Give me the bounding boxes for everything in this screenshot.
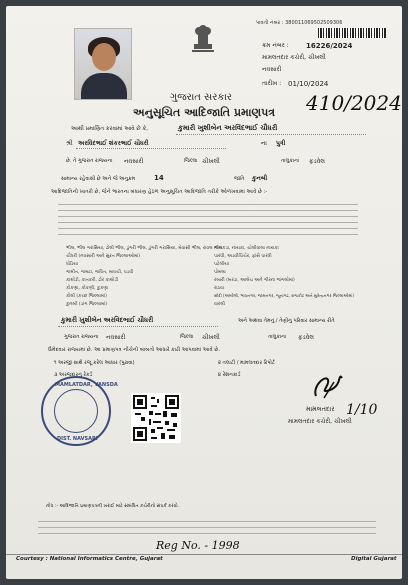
basis-item-3: ૩ અરજદારનું રેકર્ડ xyxy=(54,372,93,378)
certificate-title: અનુસૂચિત આદિજાતિ પ્રમાણપત્ર xyxy=(132,106,276,119)
tribe-left-4: ગામીત, ગામટા, ગાવિત, માવચી, પડવી xyxy=(66,270,134,275)
barcode xyxy=(318,28,386,38)
residence-district: ચીખલી xyxy=(202,334,220,341)
residence-taluka-label: તાલુકાના xyxy=(268,334,287,340)
tribe-left-1: ભીલ, ભીલ ગરાસિયા, ઢોલી ભીલ, ડુંગરી ભીલ, ડુંગરી ગરાસિયા, મેવાસી ભીલ, રાવલ ભીલ xyxy=(66,246,223,251)
district-value: ચીખલી xyxy=(202,158,220,165)
signatory-title: મામલતદાર xyxy=(306,405,335,413)
tribe-right-7: સીદી (અમરેલી, ભાવનગર, જામનગર, જૂનાગઢ, રાજકોટ અને સુરેન્દ્રનગર જિલ્લાઓમાં) xyxy=(214,293,354,298)
footer-brand: Digital Gujarat xyxy=(351,556,397,562)
footer-courtesy: Courtesy : National Informatics Centre, Gujarat xyxy=(16,556,163,562)
village-value: નવસારી xyxy=(124,158,144,165)
basis-item-2: ૨ તલાટી / મામલતદાર રિપોર્ટ xyxy=(218,360,275,366)
date-label: તારીખ : xyxy=(262,80,282,87)
caste-value: કુનબી xyxy=(252,175,268,182)
name-underline xyxy=(176,134,366,135)
caste-label: જાતિ xyxy=(234,176,245,182)
family-label: અને અથવા તેમનું / તેણીનું પરિવાર સામાન્ય રીતે xyxy=(238,318,335,324)
tribe-heading: આદિજાતિની ખાતરી છે, જેને ભારતના બંધારણ હેઠળ અનુસૂચિત આદિજાતિ તરીકે ઓળખવામાં આવે છે :- xyxy=(51,189,268,195)
tribe-right-3: પટેલીયા xyxy=(214,262,230,267)
tribe-left-5: કાથોડી, કાતકરી, ઢોર કાથોડી xyxy=(66,278,119,283)
receipt-number: પાવતી નંબર : 380011069502509306 xyxy=(256,20,343,26)
tribe-right-1: નાયકડા, નાયકા, ચોલીવાલા નાયકા xyxy=(214,246,279,251)
village-label: છે. તે ગુજરાત રાજ્યના xyxy=(66,158,113,164)
father-underline xyxy=(76,148,226,149)
applicant-name: કુમારી ખુશીબેન અરવિંદભાઈ ચૌધરી xyxy=(178,124,278,132)
relation-value: પુત્રી xyxy=(276,140,286,147)
signature-scribble-icon xyxy=(308,368,348,400)
government-title: ગુજરાત સરકાર xyxy=(169,92,233,103)
official-seal xyxy=(41,376,118,446)
seal-top-text: MAMLATDAR, VANSDA xyxy=(55,382,118,388)
issuing-office: મામલતદાર કચેરી, ચીખલી xyxy=(262,54,326,61)
qr-code-icon xyxy=(131,393,181,443)
tribe-left-8: કુનબી (ડાંગ જિલ્લામાં) xyxy=(66,302,108,307)
handwritten-register-no: Reg No. - 1998 xyxy=(156,539,240,552)
tribe-left-6: કોકણા, કોકણી, કુકણા xyxy=(66,286,109,291)
tribe-right-4: પોમલા xyxy=(214,270,226,275)
father-prefix: શ્રી xyxy=(66,140,73,147)
taluka-label: તાલુકાના xyxy=(281,158,300,164)
tribe-left-3: ધોડિયા xyxy=(66,262,79,267)
tribe-right-8: વારલી xyxy=(214,302,225,307)
photo-body xyxy=(81,73,127,100)
residence-village: નવસારી xyxy=(106,334,126,341)
seal-inner-ring xyxy=(54,389,98,433)
handwritten-date: 1/10 xyxy=(346,402,378,418)
tribe-right-6: રાઠવા xyxy=(214,286,224,291)
residence-district-label: જિલ્લા xyxy=(180,334,194,340)
applicant-photo xyxy=(74,28,132,100)
handwritten-number: 410/2024 xyxy=(306,91,402,115)
basis-note: ઉમેદવાર રાજ્યમાં છે. આ પ્રમાણપત્ર નીચેની બાબતો આધારે કાઢી આપવામાં આવે છે. xyxy=(48,347,221,353)
tribe-right-2: પારધી, અડવીચિંચેર, ફાંસે પારધી xyxy=(214,254,272,259)
certificate-page xyxy=(6,6,402,579)
tribe-right-5: રબારી (બરડા, આલેચ અને ગીરના જંગલોમાં) xyxy=(214,278,295,283)
photo-face xyxy=(92,43,116,71)
beneficiary-name: કુમારી ખુશીબેન અરવિંદભાઈ ચૌધરી xyxy=(61,316,154,324)
residence-state: ગુજરાત રાજ્યના xyxy=(64,334,99,340)
ref-number: 16226/2024 xyxy=(306,42,353,50)
ref-label: ક્રમ નંબર : xyxy=(262,42,289,49)
footnote: નોંધ :- આદિજાતિ પ્રમાણપત્રની ખરાઈ માટે સંબંધિત કચેરીનો સંપર્ક કરવો. xyxy=(46,504,180,509)
caste-serial: 14 xyxy=(154,174,164,182)
seal-bottom-text: DIST. NAVSARI xyxy=(57,436,98,442)
national-emblem-icon xyxy=(188,24,218,64)
basis-item-4: ૪ રેશનકાર્ડ xyxy=(218,372,241,378)
fine-print-block xyxy=(58,199,358,239)
tribe-left-7: કોલી (કચ્છ જિલ્લામાં) xyxy=(66,294,107,299)
intro-text: આથી પ્રમાણિત કરવામાં આવે છે કે, xyxy=(71,126,149,132)
father-name: અરવિંદભાઈ શંકરભાઈ ચૌધરી xyxy=(78,140,149,147)
relation-label: ના xyxy=(261,140,267,147)
issue-date: 01/10/2024 xyxy=(288,80,329,88)
signatory-office: મામલતદાર કચેરી, ચીખલી xyxy=(288,418,352,425)
issuing-district: નવસારી xyxy=(262,66,282,73)
tribe-left-2: ચૌધરી (નવસારી અને સુરત જિલ્લાઓમાં) xyxy=(66,254,140,259)
footer-fine-print xyxy=(38,516,376,538)
basis-item-1: ૧ અરજી સાથે રજૂ કરેલ આધાર (પુરાવા) xyxy=(54,360,135,366)
beneficiary-underline xyxy=(58,326,218,327)
residence-taluka: ફડવેલ xyxy=(298,334,314,341)
district-label: જિલ્લા xyxy=(184,158,198,164)
taluka-value: ફડવેલ xyxy=(309,158,325,165)
caste-line-label: સામાન્ય રહેવાસી છે અને જે અનુક્રમ xyxy=(61,176,136,182)
